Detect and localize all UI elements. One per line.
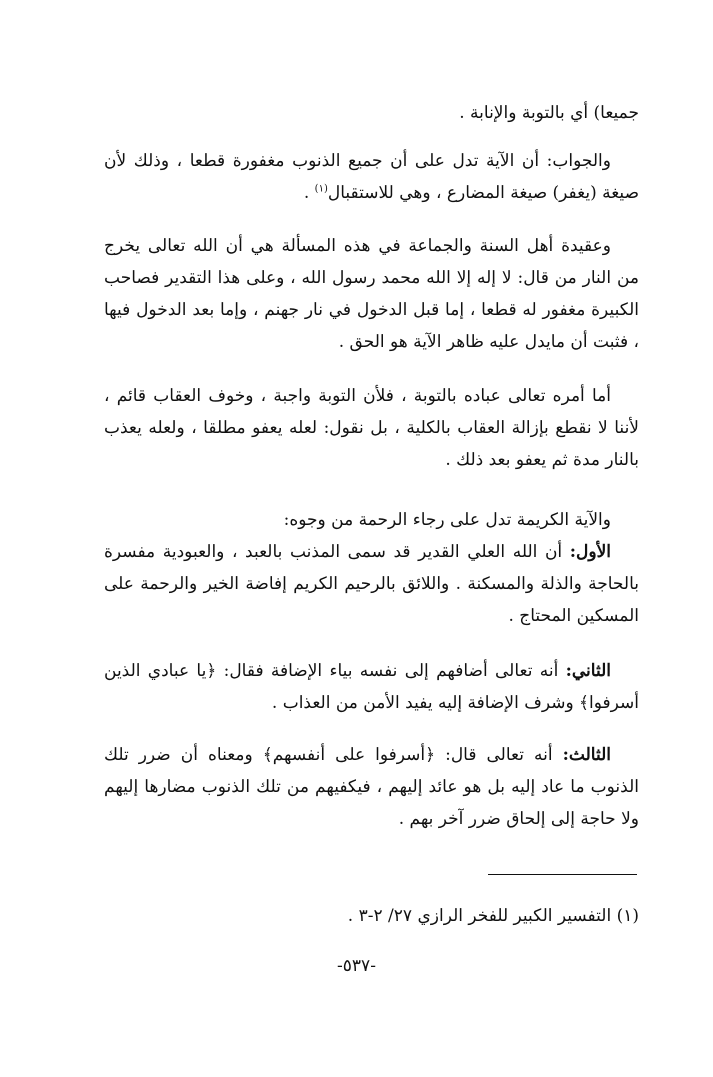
body-paragraph-5 [104,504,639,536]
third-aspect-text: أنه تعالى قال: ﴿أسرفوا على أنفسهم﴾ ومعناه أن ضرر تلك الذنوب ما عاد إليه بل هو عائد إليهم ، فيكفيهم من تلك الذنوب مضارها إليهم ولا حاجة إلى إلحاق ضرر آخر بهم . [104,745,639,829]
second-aspect-text: أنه تعالى أضافهم إلى نفسه بياء الإضافة فقال: ﴿يا عبادي الذين أسرفوا﴾ وشرف الإضافة إليه يفيد الأمن من العذاب . [104,661,639,713]
repentance-paragraph: أما أمره تعالى عباده بالتوبة ، فلأن التوبة واجبة ، وخوف العقاب قائم ، لأننا لا نقطع بإزالة العقاب بالكلية ، بل نقول: لعله يعفو مطلقا ، ولعله يعذب بالنار مدة ثم يعفو بعد ذلك . [104,386,639,470]
body-paragraph-4 [104,380,639,476]
paragraph-continuation: جميعا) أي بالتوبة والإنابة . [459,103,639,123]
second-aspect-label: الثاني: [565,661,611,681]
first-aspect [104,536,639,632]
body-paragraph-6 [104,536,639,632]
aspects-intro: والآية الكريمة تدل على رجاء الرحمة من وجوه: [283,510,611,530]
answer-paragraph [104,145,639,209]
answer-end: . [303,183,315,203]
footnote: (١) التفسير الكبير للفخر الرازي ٢٧/ ٢-٣ . [347,906,639,926]
answer-text: والجواب: أن الآية تدل على أن جميع الذنوب مغفورة قطعا ، وذلك لأن صيغة (يغفر) صيغة المضارع ، وهي للاستقبال [104,151,639,203]
body-paragraph-3 [104,230,639,358]
page-number: -٥٣٧- [337,956,376,976]
footnote-reference: (١) [314,183,328,195]
first-aspect-label: الأول: [569,542,612,562]
creed-paragraph: وعقيدة أهل السنة والجماعة في هذه المسألة هي أن الله تعالى يخرج من النار من قال: لا إله إلا الله محمد رسول الله ، وعلى هذا التقدير فصاحب الكبيرة مغفور له قطعا ، إما قبل الدخول في نار جهنم ، وإما بعد الدخول فيها ، فثبت أن مايدل عليه ظاهر الآية هو الحق . [104,236,639,352]
second-aspect [104,655,639,719]
body-paragraph-7 [104,655,639,719]
third-aspect [104,739,639,835]
footnote-separator [488,874,637,875]
body-paragraph-1 [104,97,639,129]
third-aspect-label: الثالث: [562,745,611,765]
body-paragraph-8 [104,739,639,835]
body-paragraph-2 [104,145,639,209]
first-aspect-text: أن الله العلي القدير قد سمى المذنب بالعبد ، والعبودية مفسرة بالحاجة والذلة والمسكنة . واللائق بالرحيم الكريم إفاضة الخير والرحمة على المسكين المحتاج . [104,542,639,626]
